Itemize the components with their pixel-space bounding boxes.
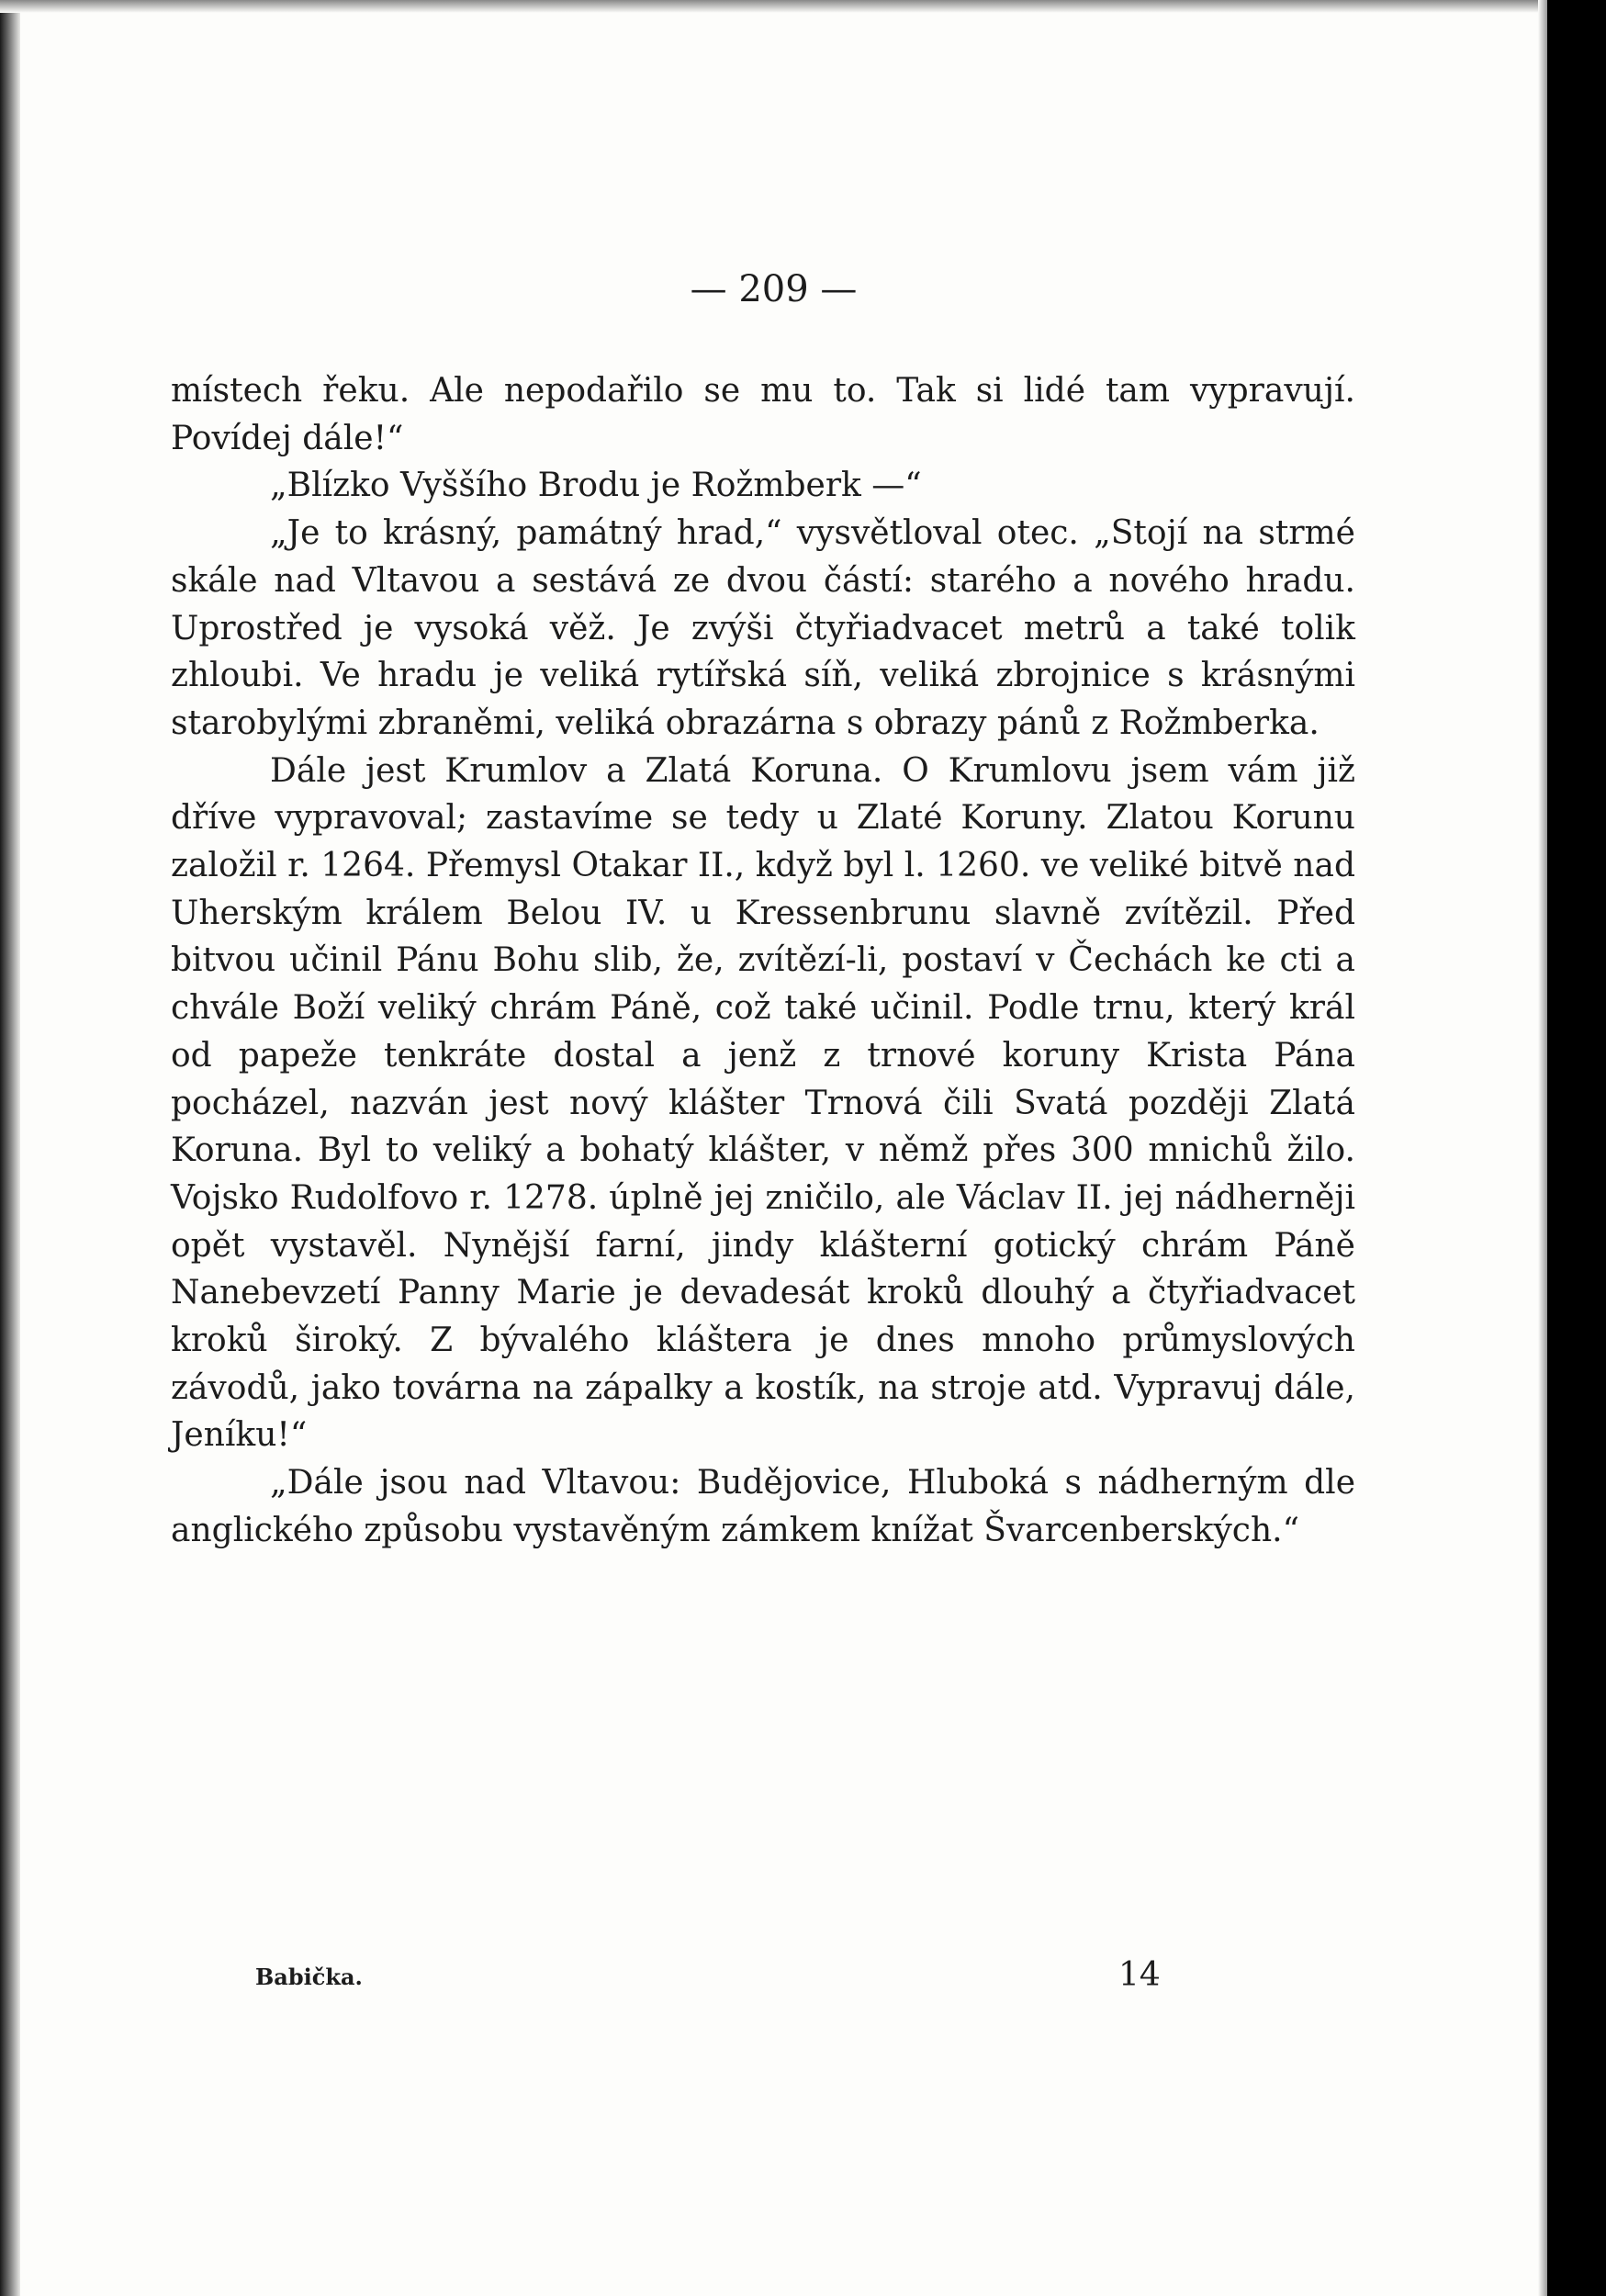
paragraph: místech řeku. Ale nepodařilo se mu to. Tak si lidé tam vypravují. Povídej dále!“ xyxy=(171,372,1355,457)
binding-edge-shadow xyxy=(0,0,20,2296)
page-number: — 209 — xyxy=(690,268,858,310)
body-text xyxy=(171,367,1355,1555)
signature-title: Babička. xyxy=(255,1964,363,1990)
paragraph: „Blízko Vyššího Brodu je Rožmberk —“ xyxy=(270,467,922,505)
signature-number: 14 xyxy=(1118,1956,1161,1994)
top-edge-shadow xyxy=(0,0,1547,13)
paragraph: Dále jest Krumlov a Zlatá Koruna. O Krumlovu jsem vám již dříve vypravoval; zastavíme se tedy u Zlaté Koruny. Zlatou Korunu založil r. 1264. Přemysl Otakar II., když byl l. 1260. ve veliké bitvě nad Uherským králem Belou IV. u Kressenbrunu slavně zvítězil. Před bitvou učinil Pánu Bohu slib, že, zvítězí-li, postaví v Čechách ke cti a chvále Boží veliký chrám Páně, což také učinil. Podle trnu, který král od papeže tenkráte dostal a jenž z trnové koruny Krista Pána pocházel, nazván jest nový klášter Trnová čili Svatá později Zlatá Koruna. Byl to veliký a bohatý klášter, v němž přes 300 mnichů žilo. Vojsko Rudolfovo r. 1278. úplně jej zničilo, ale Václav II. jej nádherněji opět vystavěl. Nynější farní, jindy klášterní gotický chrám Páně Nanebevzetí Panny Marie je devadesát kroků dlouhý a čtyřiadvacet kroků široký. Z bývalého kláštera je dnes mnoho průmyslových závodů, jako továrna na zápalky a kostík, na stroje atd. Vypravuj dále, Jeníku!“ xyxy=(171,751,1355,1455)
right-edge-shadow xyxy=(1538,0,1547,2296)
paragraph: „Dále jsou nad Vltavou: Budějovice, Hluboká s nádherným dle anglického způsobu vystavěným zámkem knížat Švarcenberských.“ xyxy=(171,1464,1355,1549)
paragraph: „Je to krásný, památný hrad,“ vysvětloval otec. „Stojí na strmé skále nad Vltavou a sestává ze dvou částí: starého a nového hradu. Uprostřed je vysoká věž. Je zvýši čtyřiadvacet metrů a také tolik zhloubi. Ve hradu je veliká rytířská síň, veliká zbrojnice s krásnými starobylými zbraněmi, veliká obrazárna s obrazy pánů z Rožmberka. xyxy=(171,514,1355,742)
